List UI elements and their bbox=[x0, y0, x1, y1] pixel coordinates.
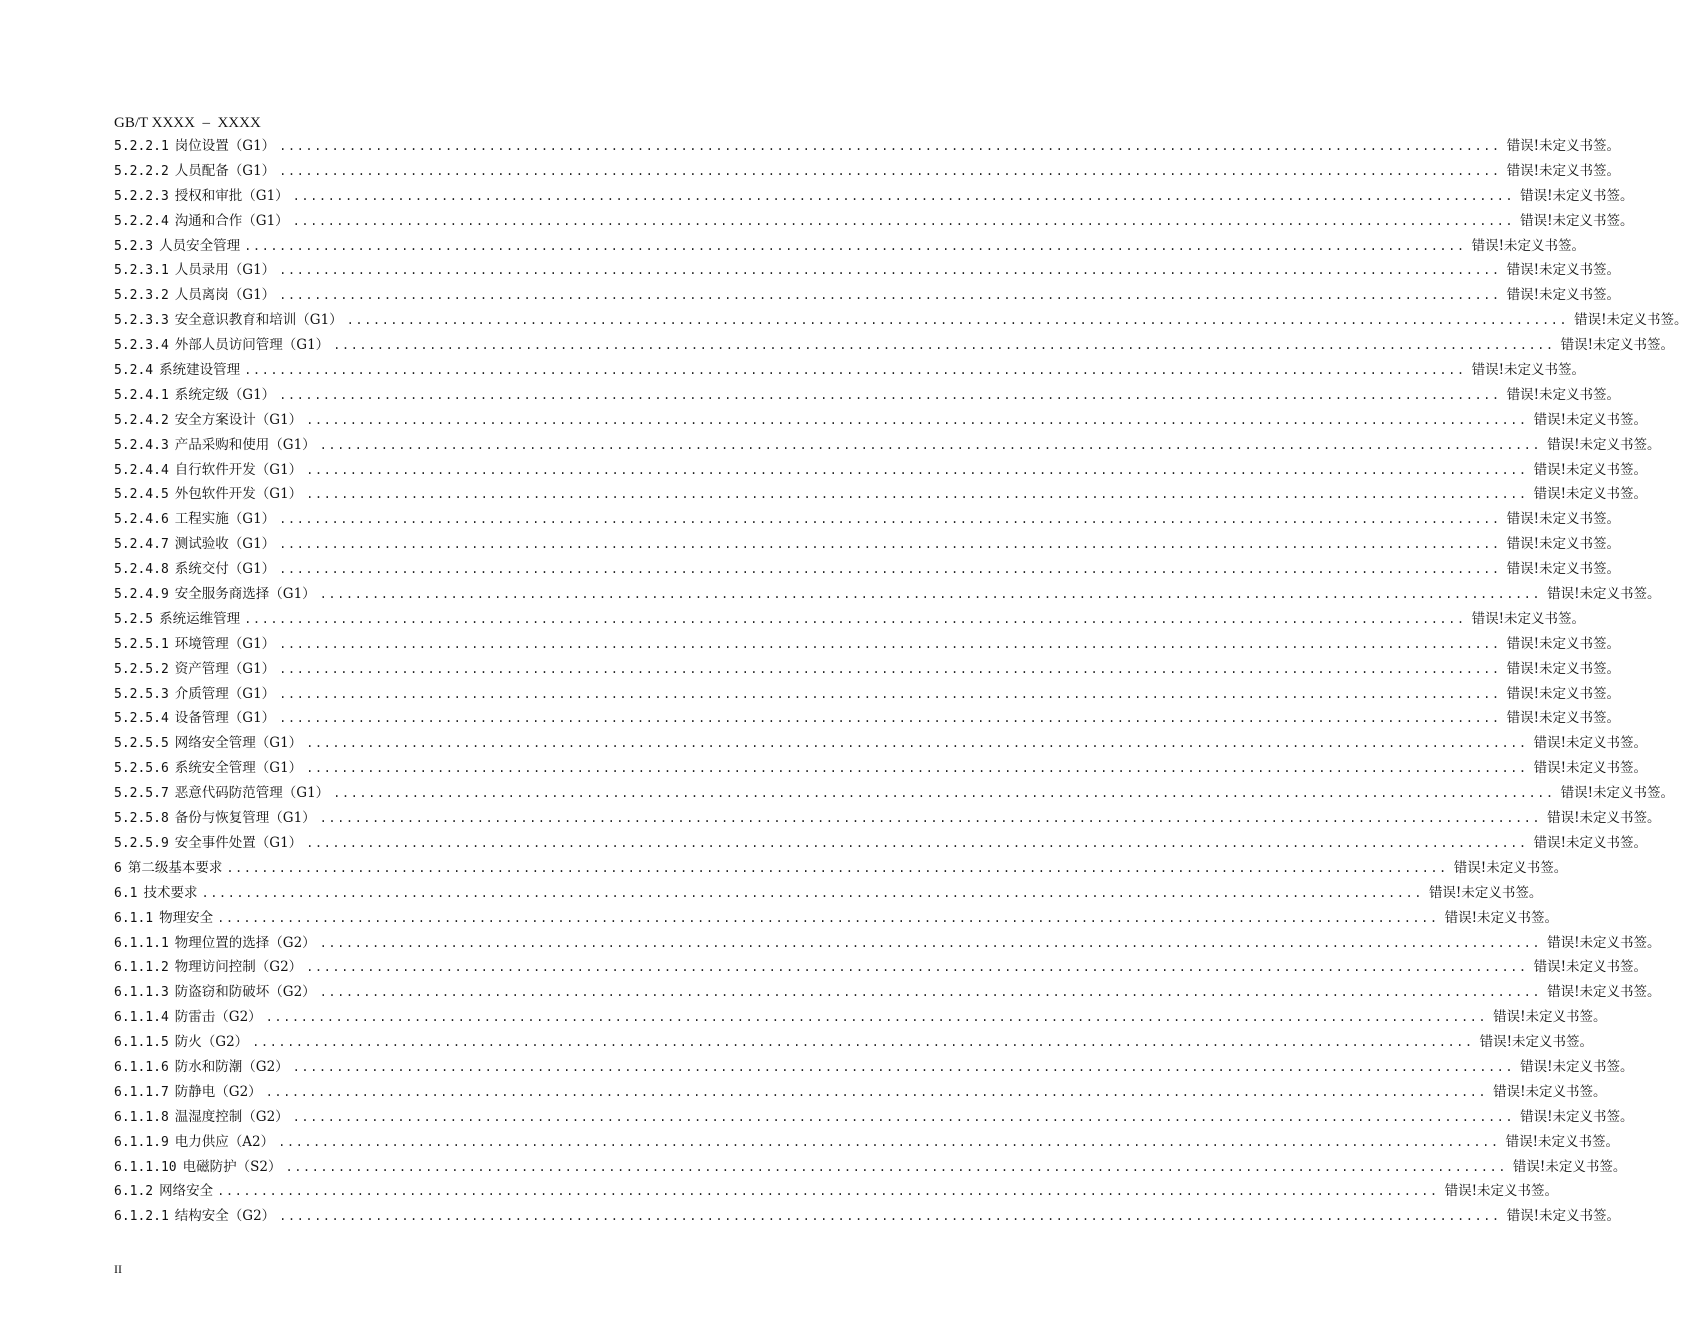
toc-dot-leader: ............................................................................................................................................ bbox=[279, 1209, 1501, 1224]
toc-entry[interactable] bbox=[114, 856, 1568, 881]
toc-entry-number: 6.1.1.4 bbox=[114, 1010, 169, 1026]
toc-entry-page-ref: 错误!未定义书签。 bbox=[1506, 386, 1621, 403]
toc-entry-number: 5.2.3.2 bbox=[114, 288, 169, 304]
toc-entry[interactable] bbox=[114, 1130, 1620, 1155]
toc-entry-number: 5.2.5.4 bbox=[114, 711, 169, 727]
toc-entry-number: 5.2.4.3 bbox=[114, 437, 169, 453]
toc-entry[interactable] bbox=[114, 234, 1586, 259]
toc-dot-leader: ............................................................................................................................................ bbox=[265, 1084, 1488, 1099]
toc-dot-leader: ............................................................................................................................................ bbox=[319, 811, 1542, 826]
toc-entry-number: 5.2.5 bbox=[114, 611, 154, 627]
toc-entry-title: 自行软件开发（G1） bbox=[174, 461, 303, 478]
toc-entry-page-ref: 错误!未定义书签。 bbox=[1493, 1009, 1607, 1026]
toc-entry-number: 6.1.1 bbox=[114, 910, 154, 926]
toc-entry-page-ref: 错误!未定义书签。 bbox=[1506, 660, 1621, 677]
toc-entry[interactable] bbox=[114, 383, 1621, 408]
toc-dot-leader: ............................................................................................................................................ bbox=[201, 885, 1423, 900]
toc-entry-title: 物理访问控制（G2） bbox=[174, 959, 303, 976]
toc-entry-page-ref: 错误!未定义书签。 bbox=[1505, 1133, 1620, 1150]
toc-dot-leader: ............................................................................................................................................ bbox=[319, 985, 1542, 1000]
toc-entry[interactable] bbox=[114, 482, 1648, 507]
toc-entry-page-ref: 错误!未定义书签。 bbox=[1533, 486, 1648, 503]
toc-entry-title: 安全事件处置（G1） bbox=[174, 834, 303, 851]
toc-dot-leader: ............................................................................................................................................ bbox=[306, 761, 1528, 776]
toc-entry[interactable] bbox=[114, 1005, 1607, 1030]
toc-entry-title: 系统建设管理 bbox=[159, 362, 241, 379]
toc-entry-number: 6.1.1.8 bbox=[114, 1109, 169, 1125]
toc-entry-title: 网络安全管理（G1） bbox=[174, 735, 303, 752]
toc-entry-number: 5.2.4.5 bbox=[114, 487, 169, 503]
toc-entry-page-ref: 错误!未定义书签。 bbox=[1547, 436, 1661, 453]
toc-entry-number: 5.2.4.9 bbox=[114, 587, 169, 603]
toc-dot-leader: ............................................................................................................................................ bbox=[319, 935, 1542, 950]
toc-entry-number: 6.1.1.2 bbox=[114, 960, 169, 976]
toc-entry[interactable] bbox=[114, 806, 1661, 831]
toc-entry[interactable] bbox=[114, 134, 1621, 159]
toc-entry[interactable] bbox=[114, 706, 1621, 731]
toc-entry[interactable] bbox=[114, 682, 1621, 707]
toc-entry-number: 6.1.1.6 bbox=[114, 1059, 169, 1075]
toc-entry-number: 5.2.5.2 bbox=[114, 661, 169, 677]
toc-entry-title: 安全方案设计（G1） bbox=[174, 411, 303, 428]
toc-dot-leader: ............................................................................................................................................ bbox=[285, 1159, 1507, 1174]
toc-dot-leader: ............................................................................................................................................ bbox=[279, 661, 1501, 676]
toc-entry[interactable] bbox=[114, 308, 1688, 333]
toc-entry[interactable] bbox=[114, 657, 1621, 682]
toc-dot-leader: ............................................................................................................................................ bbox=[279, 636, 1501, 651]
toc-entry-number: 5.2.5.9 bbox=[114, 835, 169, 851]
toc-dot-leader: ............................................................................................................................................ bbox=[252, 1035, 1474, 1050]
toc-dot-leader: ............................................................................................................................................ bbox=[279, 686, 1501, 701]
toc-entry[interactable] bbox=[114, 1155, 1627, 1180]
toc-entry-number: 6.1.1.1 bbox=[114, 935, 169, 951]
toc-dot-leader: ............................................................................................................................................ bbox=[292, 188, 1515, 203]
toc-entry-number: 6.1.1.5 bbox=[114, 1035, 169, 1051]
toc-entry-number: 5.2.4 bbox=[114, 363, 154, 379]
toc-entry[interactable] bbox=[114, 433, 1661, 458]
toc-entry-title: 安全意识教育和培训（G1） bbox=[174, 312, 343, 329]
toc-entry-number: 5.2.3.4 bbox=[114, 338, 169, 354]
toc-entry-page-ref: 错误!未定义书签。 bbox=[1479, 1034, 1594, 1051]
toc-entry-page-ref: 错误!未定义书签。 bbox=[1506, 1208, 1621, 1225]
toc-dot-leader: ............................................................................................................................................ bbox=[333, 338, 1555, 353]
toc-entry-page-ref: 错误!未定义书签。 bbox=[1520, 187, 1634, 204]
toc-entry-title: 岗位设置（G1） bbox=[174, 138, 276, 154]
toc-entry-page-ref: 错误!未定义书签。 bbox=[1506, 561, 1621, 578]
toc-entry[interactable] bbox=[114, 1080, 1607, 1105]
toc-entry-number: 5.2.5.6 bbox=[114, 761, 169, 777]
toc-entry-number: 6.1.2.1 bbox=[114, 1209, 169, 1225]
toc-entry-title: 环境管理（G1） bbox=[174, 635, 276, 652]
toc-entry-title: 介质管理（G1） bbox=[174, 685, 276, 702]
toc-entry-number: 5.2.4.7 bbox=[114, 537, 169, 553]
toc-entry-title: 设备管理（G1） bbox=[174, 710, 276, 727]
toc-dot-leader: ............................................................................................................................................ bbox=[319, 437, 1542, 452]
toc-dot-leader: ............................................................................................................................................ bbox=[306, 412, 1528, 427]
toc-dot-leader: ............................................................................................................................................ bbox=[279, 387, 1501, 402]
toc-entry-page-ref: 错误!未定义书签。 bbox=[1520, 1058, 1634, 1075]
toc-entry-number: 5.2.5.8 bbox=[114, 811, 169, 827]
toc-entry-title: 防雷击（G2） bbox=[174, 1009, 262, 1026]
toc-entry-number: 5.2.2.1 bbox=[114, 139, 169, 154]
toc-entry-page-ref: 错误!未定义书签。 bbox=[1506, 287, 1621, 304]
toc-entry-number: 5.2.4.8 bbox=[114, 562, 169, 578]
toc-entry-title: 系统交付（G1） bbox=[174, 561, 276, 578]
toc-dot-leader: ............................................................................................................................................ bbox=[244, 238, 1466, 253]
toc-entry-page-ref: 错误!未定义书签。 bbox=[1520, 1108, 1634, 1125]
toc-entry-page-ref: 错误!未定义书签。 bbox=[1428, 884, 1543, 901]
toc-entry-title: 系统定级（G1） bbox=[174, 386, 276, 403]
toc-entry-title: 外部人员访问管理（G1） bbox=[174, 337, 330, 354]
toc-entry-page-ref: 错误!未定义书签。 bbox=[1547, 984, 1661, 1001]
toc-dot-leader: ............................................................................................................................................ bbox=[265, 1010, 1488, 1025]
table-of-contents bbox=[114, 134, 1688, 1229]
toc-entry-page-ref: 错误!未定义书签。 bbox=[1533, 461, 1648, 478]
toc-entry[interactable] bbox=[114, 906, 1559, 931]
toc-entry-page-ref: 错误!未定义书签。 bbox=[1574, 312, 1688, 329]
toc-entry-title: 安全服务商选择（G1） bbox=[174, 586, 316, 603]
toc-dot-leader: ............................................................................................................................................ bbox=[333, 786, 1555, 801]
toc-entry[interactable] bbox=[114, 507, 1621, 532]
toc-entry-title: 防盗窃和防破坏（G2） bbox=[174, 984, 316, 1001]
toc-entry-number: 6.1.2 bbox=[114, 1184, 154, 1200]
toc-entry-number: 5.2.3.1 bbox=[114, 263, 169, 279]
toc-entry[interactable] bbox=[114, 209, 1634, 234]
toc-entry[interactable] bbox=[114, 1055, 1634, 1080]
toc-dot-leader: ............................................................................................................................................ bbox=[292, 213, 1515, 228]
toc-entry-number: 5.2.2.2 bbox=[114, 163, 169, 179]
toc-entry[interactable] bbox=[114, 955, 1648, 980]
toc-entry-number: 6.1.1.7 bbox=[114, 1084, 169, 1100]
toc-dot-leader: ............................................................................................................................................ bbox=[279, 512, 1501, 527]
toc-entry[interactable] bbox=[114, 532, 1621, 557]
toc-dot-leader: ............................................................................................................................................ bbox=[279, 263, 1501, 278]
toc-entry-number: 5.2.5.3 bbox=[114, 686, 169, 702]
toc-entry-title: 系统运维管理 bbox=[159, 610, 241, 627]
toc-entry-page-ref: 错误!未定义书签。 bbox=[1512, 1158, 1627, 1175]
toc-entry-title: 人员配备（G1） bbox=[174, 162, 276, 179]
toc-entry-page-ref: 错误!未定义书签。 bbox=[1471, 362, 1586, 379]
toc-dot-leader: ............................................................................................................................................ bbox=[306, 960, 1528, 975]
toc-dot-leader: ............................................................................................................................................ bbox=[278, 1134, 1500, 1149]
toc-dot-leader: ............................................................................................................................................ bbox=[279, 711, 1501, 726]
toc-entry-title: 物理位置的选择（G2） bbox=[174, 934, 316, 951]
toc-entry-title: 资产管理（G1） bbox=[174, 660, 276, 677]
toc-entry-number: 5.2.4.6 bbox=[114, 512, 169, 528]
toc-entry-title: 系统安全管理（G1） bbox=[174, 760, 303, 777]
toc-dot-leader: ............................................................................................................................................ bbox=[244, 611, 1466, 626]
toc-entry[interactable] bbox=[114, 408, 1648, 433]
toc-dot-leader: ............................................................................................................................................ bbox=[306, 835, 1528, 850]
toc-entry[interactable] bbox=[114, 731, 1648, 756]
toc-entry-title: 技术要求 bbox=[143, 884, 198, 901]
toc-dot-leader: ............................................................................................................................................ bbox=[279, 163, 1501, 178]
toc-entry-page-ref: 错误!未定义书签。 bbox=[1547, 586, 1661, 603]
toc-entry-page-ref: 错误!未定义书签。 bbox=[1560, 785, 1675, 802]
toc-entry-title: 网络安全 bbox=[159, 1183, 214, 1200]
toc-entry[interactable] bbox=[114, 358, 1586, 383]
toc-entry[interactable] bbox=[114, 1105, 1634, 1130]
toc-entry-page-ref: 错误!未定义书签。 bbox=[1533, 411, 1648, 428]
toc-entry[interactable] bbox=[114, 1179, 1559, 1204]
toc-entry-page-ref: 错误!未定义书签。 bbox=[1506, 511, 1621, 528]
toc-entry[interactable] bbox=[114, 881, 1543, 906]
toc-entry[interactable] bbox=[114, 333, 1675, 358]
toc-dot-leader: ............................................................................................................................................ bbox=[279, 562, 1501, 577]
toc-entry[interactable] bbox=[114, 557, 1621, 582]
toc-entry-number: 5.2.2.3 bbox=[114, 188, 169, 204]
toc-entry-title: 人员录用（G1） bbox=[174, 262, 276, 279]
toc-entry-title: 恶意代码防范管理（G1） bbox=[174, 785, 330, 802]
toc-entry-number: 5.2.4.4 bbox=[114, 462, 169, 478]
toc-entry-page-ref: 错误!未定义书签。 bbox=[1444, 909, 1559, 926]
toc-entry-number: 5.2.5.1 bbox=[114, 636, 169, 652]
toc-entry[interactable] bbox=[114, 458, 1648, 483]
toc-entry[interactable] bbox=[114, 258, 1621, 283]
toc-entry-page-ref: 错误!未定义书签。 bbox=[1533, 760, 1648, 777]
toc-dot-leader: ............................................................................................................................................ bbox=[244, 363, 1466, 378]
toc-dot-leader: ............................................................................................................................................ bbox=[279, 537, 1501, 552]
toc-entry-page-ref: 错误!未定义书签。 bbox=[1506, 162, 1621, 179]
toc-dot-leader: ............................................................................................................................................ bbox=[292, 1109, 1515, 1124]
toc-entry-number: 5.2.5.7 bbox=[114, 786, 169, 802]
toc-entry-title: 防静电（G2） bbox=[174, 1083, 262, 1100]
toc-entry-number: 6.1.1.10 bbox=[114, 1159, 177, 1175]
toc-entry-page-ref: 错误!未定义书签。 bbox=[1471, 237, 1586, 254]
toc-entry[interactable] bbox=[114, 184, 1634, 209]
toc-entry-number: 6 bbox=[114, 860, 122, 876]
toc-entry[interactable] bbox=[114, 980, 1661, 1005]
toc-entry[interactable] bbox=[114, 931, 1661, 956]
toc-entry[interactable] bbox=[114, 582, 1661, 607]
page-number: II bbox=[114, 1262, 122, 1276]
toc-entry-title: 人员离岗（G1） bbox=[174, 287, 276, 304]
toc-entry[interactable] bbox=[114, 756, 1648, 781]
document-header: GB/T XXXX – XXXX bbox=[114, 115, 261, 131]
toc-entry-number: 5.2.4.1 bbox=[114, 387, 169, 403]
toc-entry-page-ref: 错误!未定义书签。 bbox=[1506, 536, 1621, 553]
toc-entry-page-ref: 错误!未定义书签。 bbox=[1493, 1083, 1607, 1100]
toc-dot-leader: ............................................................................................................................................ bbox=[346, 313, 1569, 328]
toc-entry-page-ref: 错误!未定义书签。 bbox=[1506, 262, 1621, 279]
toc-entry-title: 测试验收（G1） bbox=[174, 536, 276, 553]
toc-entry-title: 电力供应（A2） bbox=[174, 1133, 275, 1150]
toc-entry-number: 5.2.3.3 bbox=[114, 313, 169, 329]
toc-entry-number: 5.2.4.2 bbox=[114, 412, 169, 428]
toc-entry-title: 备份与恢复管理（G1） bbox=[174, 810, 316, 827]
toc-entry-number: 6.1.1.3 bbox=[114, 985, 169, 1001]
toc-dot-leader: ............................................................................................................................................ bbox=[217, 910, 1439, 925]
toc-entry-title: 结构安全（G2） bbox=[174, 1208, 276, 1225]
toc-entry-page-ref: 错误!未定义书签。 bbox=[1506, 635, 1621, 652]
toc-entry-page-ref: 错误!未定义书签。 bbox=[1471, 610, 1586, 627]
toc-entry-title: 授权和审批（G1） bbox=[174, 187, 289, 204]
toc-entry-page-ref: 错误!未定义书签。 bbox=[1533, 959, 1648, 976]
toc-dot-leader: ............................................................................................................................................ bbox=[319, 587, 1542, 602]
toc-entry-title: 电磁防护（S2） bbox=[182, 1158, 282, 1175]
toc-dot-leader: ............................................................................................................................................ bbox=[306, 736, 1528, 751]
toc-dot-leader: ............................................................................................................................................ bbox=[292, 1059, 1515, 1074]
toc-entry-title: 产品采购和使用（G1） bbox=[174, 436, 316, 453]
toc-dot-leader: ............................................................................................................................................ bbox=[306, 462, 1528, 477]
toc-entry-page-ref: 错误!未定义书签。 bbox=[1520, 212, 1634, 229]
toc-entry[interactable] bbox=[114, 283, 1621, 308]
toc-entry[interactable] bbox=[114, 831, 1648, 856]
toc-entry[interactable] bbox=[114, 781, 1675, 806]
toc-entry-title: 外包软件开发（G1） bbox=[174, 486, 303, 503]
toc-entry[interactable] bbox=[114, 159, 1621, 184]
toc-dot-leader: ............................................................................................................................................ bbox=[217, 1184, 1439, 1199]
toc-entry-title: 第二级基本要求 bbox=[127, 859, 223, 876]
toc-entry-page-ref: 错误!未定义书签。 bbox=[1444, 1183, 1559, 1200]
toc-entry-title: 防水和防潮（G2） bbox=[174, 1058, 289, 1075]
toc-entry-title: 温湿度控制（G2） bbox=[174, 1108, 289, 1125]
toc-entry-title: 防火（G2） bbox=[174, 1034, 249, 1051]
toc-entry-number: 6.1.1.9 bbox=[114, 1134, 169, 1150]
toc-entry-number: 5.2.3 bbox=[114, 238, 154, 254]
toc-entry[interactable] bbox=[114, 1030, 1594, 1055]
toc-dot-leader: ............................................................................................................................................ bbox=[306, 487, 1528, 502]
toc-entry-page-ref: 错误!未定义书签。 bbox=[1506, 138, 1621, 154]
toc-dot-leader: ............................................................................................................................................ bbox=[226, 860, 1448, 875]
toc-entry-page-ref: 错误!未定义书签。 bbox=[1560, 337, 1675, 354]
toc-dot-leader: ............................................................................................................................................ bbox=[279, 288, 1501, 303]
toc-entry[interactable] bbox=[114, 1204, 1621, 1229]
toc-dot-leader: ............................................................................................................................................ bbox=[279, 139, 1501, 153]
toc-entry-page-ref: 错误!未定义书签。 bbox=[1506, 710, 1621, 727]
toc-entry-title: 工程实施（G1） bbox=[174, 511, 276, 528]
toc-entry-number: 5.2.2.4 bbox=[114, 213, 169, 229]
toc-entry-title: 沟通和合作（G1） bbox=[174, 212, 289, 229]
toc-entry-page-ref: 错误!未定义书签。 bbox=[1533, 834, 1648, 851]
toc-entry-page-ref: 错误!未定义书签。 bbox=[1533, 735, 1648, 752]
toc-entry-title: 物理安全 bbox=[159, 909, 214, 926]
toc-entry-number: 5.2.5.5 bbox=[114, 736, 169, 752]
toc-entry-page-ref: 错误!未定义书签。 bbox=[1506, 685, 1621, 702]
toc-entry-page-ref: 错误!未定义书签。 bbox=[1453, 859, 1568, 876]
toc-entry[interactable] bbox=[114, 632, 1621, 657]
toc-entry-title: 人员安全管理 bbox=[159, 237, 241, 254]
toc-entry-page-ref: 错误!未定义书签。 bbox=[1547, 810, 1661, 827]
toc-entry-page-ref: 错误!未定义书签。 bbox=[1547, 934, 1661, 951]
toc-entry[interactable] bbox=[114, 607, 1586, 632]
toc-entry-number: 6.1 bbox=[114, 885, 138, 901]
